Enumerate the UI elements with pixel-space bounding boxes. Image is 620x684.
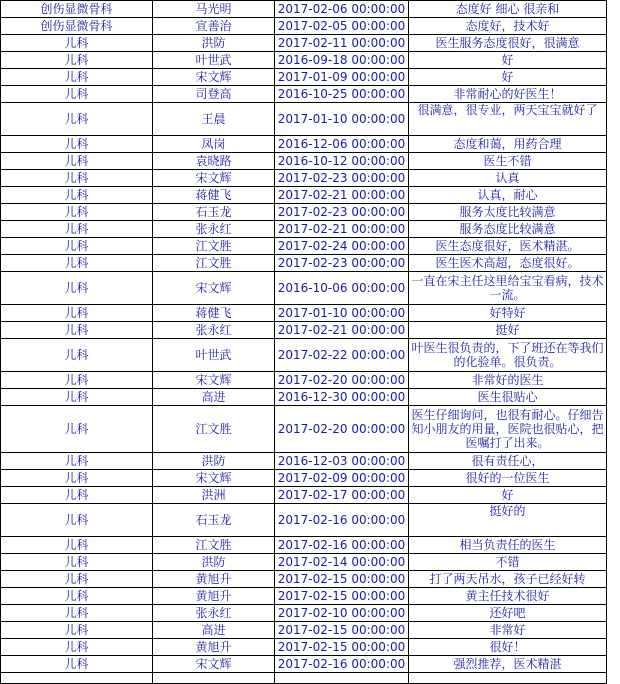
table-row [1,204,607,221]
table-row [1,372,607,389]
doctor-cell: 黄旭升 [153,571,275,588]
doctor-cell: 江文胜 [153,537,275,554]
doctor-cell: 司登高 [153,86,275,103]
department-cell: 儿科 [1,35,153,52]
doctor-cell: 洪防 [153,554,275,571]
table-row [1,153,607,170]
comment-cell: 很满意，很专业，两天宝宝就好了 [409,103,607,136]
visit-time-cell: 2017-02-15 00:00:00 [275,622,409,639]
doctor-cell: 黄旭升 [153,639,275,656]
comment-cell: 好 [409,52,607,69]
doctor-cell: 袁晓路 [153,153,275,170]
visit-time-cell: 2017-02-23 00:00:00 [275,255,409,272]
department-cell: 儿科 [1,372,153,389]
doctor-cell: 洪防 [153,453,275,470]
visit-time-cell: 2016-09-18 00:00:00 [275,52,409,69]
table-row [1,238,607,255]
visit-time-cell: 2017-02-24 00:00:00 [275,238,409,255]
department-cell: 儿科 [1,453,153,470]
visit-time-cell: 2017-02-11 00:00:00 [275,35,409,52]
doctor-cell: 江文胜 [153,406,275,453]
comment-cell: 一直在宋主任这里给宝宝看病，技术一流。 [409,272,607,305]
comment-cell: 相当负责任的医生 [409,537,607,554]
doctor-cell: 高进 [153,622,275,639]
table-row [1,639,607,656]
doctor-cell: 蒋健飞 [153,187,275,204]
department-cell: 儿科 [1,554,153,571]
table-row [1,453,607,470]
comment-cell: 打了两天吊水，孩子已经好转 [409,571,607,588]
review-table-body [1,1,607,684]
department-cell: 儿科 [1,406,153,453]
department-cell: 儿科 [1,622,153,639]
comment-cell: 挺好的 [409,504,607,537]
department-cell: 儿科 [1,588,153,605]
visit-time-cell: 2017-02-21 00:00:00 [275,187,409,204]
department-cell: 儿科 [1,305,153,322]
doctor-cell: 宋文辉 [153,272,275,305]
department-cell: 儿科 [1,537,153,554]
doctor-cell: 宋文辉 [153,69,275,86]
comment-cell: 医生很贴心 [409,389,607,406]
department-cell: 儿科 [1,153,153,170]
comment-cell: 态度好，技术好 [409,18,607,35]
doctor-cell: 蒋健飞 [153,305,275,322]
table-row [1,554,607,571]
department-cell: 儿科 [1,204,153,221]
department-cell: 儿科 [1,255,153,272]
visit-time-cell: 2017-02-09 00:00:00 [275,470,409,487]
comment-cell: 非常好 [409,622,607,639]
doctor-cell: 宣善治 [153,18,275,35]
visit-time-cell: 2017-01-10 00:00:00 [275,305,409,322]
visit-time-cell: 2016-12-30 00:00:00 [275,389,409,406]
doctor-cell: 叶世武 [153,339,275,372]
department-cell: 儿科 [1,639,153,656]
visit-time-cell: 2017-02-16 00:00:00 [275,504,409,537]
table-row [1,272,607,305]
comment-cell: 医生服务态度很好，很满意 [409,35,607,52]
department-cell: 儿科 [1,170,153,187]
visit-time-cell: 2017-02-21 00:00:00 [275,322,409,339]
comment-cell: 很好的一位医生 [409,470,607,487]
visit-time-cell: 2017-02-21 00:00:00 [275,221,409,238]
table-row [1,86,607,103]
table-row [1,18,607,35]
doctor-cell: 叶世武 [153,52,275,69]
department-cell: 儿科 [1,339,153,372]
visit-time-cell: 2017-02-15 00:00:00 [275,588,409,605]
comment-cell: 认真，耐心 [409,187,607,204]
visit-time-cell: 2017-02-15 00:00:00 [275,571,409,588]
doctor-cell: 张永红 [153,322,275,339]
department-cell: 儿科 [1,487,153,504]
comment-cell: 医生医术高超，态度很好。 [409,255,607,272]
table-row [1,470,607,487]
table-row [1,605,607,622]
table-row [1,103,607,136]
doctor-cell: 宋文辉 [153,470,275,487]
department-cell: 儿科 [1,656,153,673]
visit-time-cell: 2017-01-10 00:00:00 [275,103,409,136]
table-row [1,170,607,187]
doctor-cell: 王晨 [153,103,275,136]
empty-cell [275,673,409,684]
comment-cell: 非常耐心的好医生！ [409,86,607,103]
visit-time-cell: 2017-02-20 00:00:00 [275,406,409,453]
doctor-cell: 石玉龙 [153,204,275,221]
visit-time-cell: 2016-10-25 00:00:00 [275,86,409,103]
comment-cell: 不错 [409,554,607,571]
comment-cell: 医生态度很好，医术精湛。 [409,238,607,255]
doctor-cell: 洪洲 [153,487,275,504]
comment-cell: 服务态度比较满意 [409,221,607,238]
department-cell: 儿科 [1,470,153,487]
doctor-cell: 张永红 [153,605,275,622]
table-row [1,255,607,272]
department-cell: 儿科 [1,187,153,204]
comment-cell: 黄主任技术很好 [409,588,607,605]
comment-cell: 好 [409,487,607,504]
doctor-cell: 马光明 [153,1,275,18]
doctor-cell: 宋文辉 [153,170,275,187]
table-row [1,187,607,204]
table-row [1,389,607,406]
table-row [1,1,607,18]
department-cell: 儿科 [1,221,153,238]
table-row [1,406,607,453]
comment-cell: 好特好 [409,305,607,322]
table-row [1,504,607,537]
visit-time-cell: 2016-12-06 00:00:00 [275,136,409,153]
department-cell: 儿科 [1,69,153,86]
department-cell: 儿科 [1,103,153,136]
doctor-cell: 凤岗 [153,136,275,153]
table-row [1,622,607,639]
department-cell: 儿科 [1,389,153,406]
comment-cell: 非常好的医生 [409,372,607,389]
doctor-cell: 洪防 [153,35,275,52]
visit-time-cell: 2017-02-16 00:00:00 [275,656,409,673]
doctor-cell: 张永红 [153,221,275,238]
comment-cell: 叶医生很负责的，下了班还在等我们的化验单。很负责。 [409,339,607,372]
department-cell: 儿科 [1,504,153,537]
table-row [1,69,607,86]
comment-cell: 医生仔细询问，也很有耐心。仔细告知小朋友的用量，医院也很贴心，把医嘱打了出来。 [409,406,607,453]
table-row [1,52,607,69]
visit-time-cell: 2017-02-15 00:00:00 [275,639,409,656]
visit-time-cell: 2016-12-03 00:00:00 [275,453,409,470]
visit-time-cell: 2017-02-17 00:00:00 [275,487,409,504]
visit-time-cell: 2017-02-05 00:00:00 [275,18,409,35]
comment-cell: 好 [409,69,607,86]
visit-time-cell: 2017-02-23 00:00:00 [275,204,409,221]
comment-cell: 服务太度比较满意 [409,204,607,221]
table-row [1,487,607,504]
visit-time-cell: 2017-02-16 00:00:00 [275,537,409,554]
visit-time-cell: 2016-10-12 00:00:00 [275,153,409,170]
comment-cell: 医生不错 [409,153,607,170]
table-row [1,35,607,52]
comment-cell: 态度和蔼，用药合理 [409,136,607,153]
visit-time-cell: 2017-02-10 00:00:00 [275,605,409,622]
department-cell: 儿科 [1,52,153,69]
comment-cell: 还好吧 [409,605,607,622]
department-cell: 儿科 [1,272,153,305]
visit-time-cell: 2017-02-14 00:00:00 [275,554,409,571]
department-cell: 儿科 [1,86,153,103]
empty-cell [153,673,275,684]
doctor-cell: 宋文辉 [153,372,275,389]
doctor-cell: 江文胜 [153,238,275,255]
table-row [1,136,607,153]
table-row [1,656,607,673]
table-row [1,339,607,372]
doctor-cell: 宋文辉 [153,656,275,673]
table-row [1,305,607,322]
department-cell: 儿科 [1,605,153,622]
visit-time-cell: 2017-02-20 00:00:00 [275,372,409,389]
doctor-cell: 高进 [153,389,275,406]
table-row [1,537,607,554]
department-cell: 创伤显微骨科 [1,18,153,35]
department-cell: 创伤显微骨科 [1,1,153,18]
doctor-cell: 江文胜 [153,255,275,272]
department-cell: 儿科 [1,238,153,255]
comment-cell: 态度好 细心 很亲和 [409,1,607,18]
empty-cell [409,673,607,684]
visit-time-cell: 2016-10-06 00:00:00 [275,272,409,305]
table-row-partial [1,673,607,684]
visit-time-cell: 2017-02-06 00:00:00 [275,1,409,18]
comment-cell: 认真 [409,170,607,187]
department-cell: 儿科 [1,136,153,153]
comment-cell: 很有责任心， [409,453,607,470]
table-row [1,221,607,238]
department-cell: 儿科 [1,322,153,339]
comment-cell: 强烈推荐，医术精湛 [409,656,607,673]
visit-time-cell: 2017-01-09 00:00:00 [275,69,409,86]
table-row [1,322,607,339]
comment-cell: 挺好 [409,322,607,339]
visit-time-cell: 2017-02-23 00:00:00 [275,170,409,187]
table-row [1,588,607,605]
comment-cell: 很好！ [409,639,607,656]
department-cell: 儿科 [1,571,153,588]
visit-time-cell: 2017-02-22 00:00:00 [275,339,409,372]
doctor-cell: 黄旭升 [153,588,275,605]
empty-cell [1,673,153,684]
doctor-cell: 石玉龙 [153,504,275,537]
table-row [1,571,607,588]
